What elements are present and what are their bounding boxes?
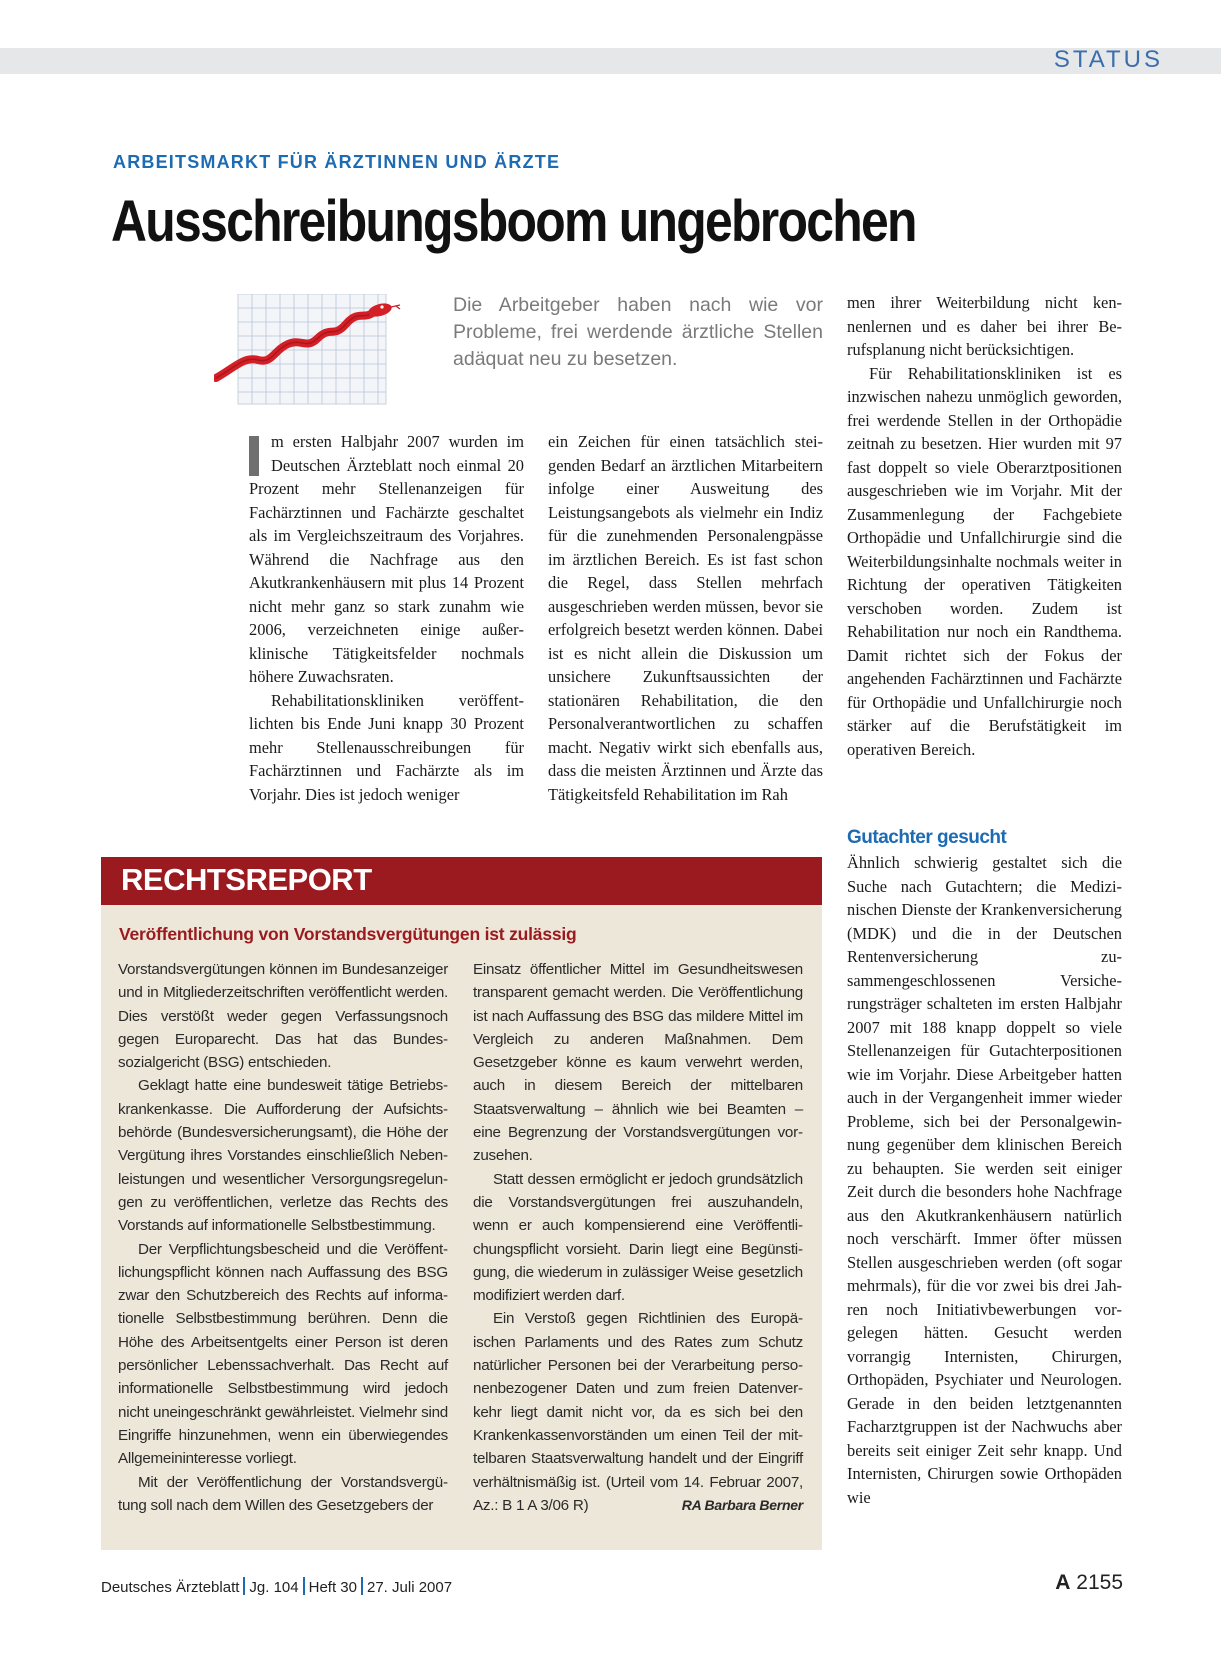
article-paragraph: m ersten Halbjahr 2007 wurden im Deutschen Ärzteblatt noch einmal 20 Prozent mehr Stellenanzeigen für Fachärztinnen und Fachärzte geschaltet als im Vergleichszeitraum des Vorjahres. Während die Nachfrage aus den Akutkrankenhäusern mit plus 14 Prozent nicht mehr ganz so stark zunahm wie 2006, verzeichneten einige außerklinische Tätigkeitsfelder nochmals höhere Zuwachsraten. [249, 432, 524, 686]
footer-journal: Deutsches Ärzteblatt [101, 1579, 240, 1596]
rechtsreport-paragraph: Vorstandsvergütungen können im Bundesanzeiger und in Mitgliederzeitschriften veröffentlicht werden. Dies verstößt weder gegen Verfassungsnoch gegen Europarecht. Das hat das Bundessozialgericht (BSG) entschieden. [118, 961, 448, 1072]
page-number-value: 2155 [1076, 1571, 1123, 1594]
footer-separator [243, 1577, 245, 1595]
rechtsreport-column-2 [473, 958, 803, 1517]
rechtsreport-paragraph: Ein Verstoß gegen Richtlinien des Europäischen Parlaments und des Rates zum Schutz natürlicher Personen bei der Verarbeitung personenbezogener Daten und zum freien Datenverkehr liegt damit nicht vor, da es sich bei den Krankenkassenvorständen um einen Teil der mittelbaren Staatsverwaltung handelt und der Eingriff verhältnismäßig ist. (Urteil vom 14. Februar 2007, Az.: B 1 A 3/06 R) [473, 1310, 803, 1514]
article-headline: Ausschreibungsboom ungebrochen [111, 189, 916, 254]
footer-separator [303, 1577, 305, 1595]
article-paragraph: Rehabilitationskliniken veröffentlichten bis Ende Juni knapp 30 Prozent mehr Stellenausschreibungen für Fachärztinnen und Fachärzte als im Vorjahr. Dies ist jedoch weniger [249, 690, 524, 804]
rising-snake-chart-icon [214, 294, 404, 409]
rechtsreport-paragraph: Statt dessen ermöglicht er jedoch grundsätzlich die Vorstandsvergütungen frei auszuhandeln, wenn er auch kompensierend eine Veröffentlichungspflicht vorsieht. Darin liegt eine Begünstigung, die wiederum in zulässiger Weise gesetzlich modifiziert werden darf. [473, 1170, 803, 1305]
footer-issue: Heft 30 [308, 1579, 357, 1596]
section-bar [0, 48, 1221, 74]
footer-date: 27. Juli 2007 [367, 1579, 453, 1596]
rechtsreport-title: RECHTSREPORT [121, 862, 372, 897]
footer-volume: Jg. 104 [249, 1579, 299, 1596]
article-column-3-continued [847, 851, 1122, 1509]
article-column-1 [249, 430, 524, 806]
footer-citation [101, 1577, 452, 1596]
rechtsreport-paragraph: Geklagt hatte eine bundesweit tätige Betriebskrankenkasse. Die Aufforderung der Aufsichtsbehörde (Bundesversicherungsamt), die Höhe der Vergütung ihres Vorstandes einschließlich Nebenleistungen und wesentlicher Versorgungsregelungen zu veröffentlichen, verletze das Rechts des Vorstands auf informationelle Selbstbestimmung. [118, 1077, 448, 1235]
page-prefix: A [1055, 1571, 1071, 1594]
rechtsreport-author: RA Barbara Berner [681, 1496, 803, 1513]
article-paragraph: Für Rehabilitationskliniken ist es inzwischen nahezu unmöglich geworden, frei werdende Stellen in der Orthopädie zeitnah zu besetzen. Hier wurden mit 97 fast doppelt so viele Oberarztpositionen ausgeschrieben wie im Vorjahr. Mit der Zusammenlegung der Fachgebiete Orthopädie und Unfallchirurgie sind die Weiterbildungsinhalte nochmals weiter in Richtung der operativen Tätigkeiten verschoben worden. Zudem ist Rehabilitation nur noch ein Randthema. Damit richtet sich der Fokus der angehenden Fachärztinnen und Fachärzte für Orthopädie und Unfallchirurgie noch stärker auf die Berufstätigkeit im operativen Bereich. [847, 363, 1122, 759]
rechtsreport-subtitle: Veröffentlichung von Vorstandsvergütungen ist zulässig [119, 924, 577, 944]
page-number [1055, 1571, 1123, 1595]
article-paragraph: Ähnlich schwierig gestaltet sich die Suche nach Gutachtern; die Medizinischen Dienste der Krankenversicherung (MDK) und die in der Deutschen Rentenversicherung zusammengeschlossenen Versicherungsträger schalteten im ersten Halbjahr 2007 mit 188 knapp doppelt so viele Stellenanzeigen für Gutachterpositionen wie im Vorjahr. Diese Arbeitgeber hatten auch in der Vergangenheit immer wieder Probleme, sich bei der Personalgewinnung gegenüber dem klinischen Bereich zu behaupten. Sie werden seit einiger Zeit durch die besonders hohe Nachfrage aus den Akutkrankenhäusern natürlich noch verschärft. Immer öfter müssen Stellen ausgeschrieben werden (oft sogar mehrmals), für die vor zwei bis drei Jahren noch Initiativbewerbungen vorgelegen hätten. Gesucht werden vorrangig Internisten, Chirurgen, Orthopäden, Psychiater und Neurologen. Gerade in den beiden letztgenannten Facharztgruppen ist der Nachwuchs aber bereits seit einiger Zeit sehr knapp. Und Internisten, Chirurgen sowie Orthopäden wie [847, 853, 1122, 1507]
article-lead: Die Arbeitgeber haben nach wie vor Probleme, frei werdende ärztliche Stellen adäquat neu zu besetzen. [453, 294, 823, 370]
rechtsreport-paragraph: Einsatz öffentlicher Mittel im Gesundheitswesen transparent gemacht werden. Die Veröffentlichung ist nach Auffassung des BSG das mildere Mittel im Vergleich zu anderen Maßnahmen. Dem Gesetzgeber könne es kaum verwehrt werden, auch in diesem Bereich der mittelbaren Staatsverwaltung – ähnlich wie bei Beamten – eine Begrenzung der Vorstandsvergütungen vorzusehen. [473, 961, 803, 1165]
rechtsreport-paragraph: Der Verpflichtungsbescheid und die Veröffentlichungspflicht können nach Auffassung des BSG zwar den Schutzbereich des Rechts auf informationelle Selbstbestimmung berühren. Denn die Höhe des Arbeitsentgelts einer Person ist deren persönlicher Lebenssachverhalt. Das Recht auf informationelle Selbstbestimmung wird jedoch nicht uneingeschränkt gewährleistet. Vielmehr sind Eingriffe hinzunehmen, wenn ein überwiegendes Allgemeininteresse vorliegt. [118, 1240, 448, 1468]
rechtsreport-column-1 [118, 958, 448, 1517]
article-column-3 [847, 291, 1122, 761]
article-subheading: Gutachter gesucht [847, 827, 1007, 848]
footer-separator [361, 1577, 363, 1595]
section-label: STATUS [1053, 46, 1163, 73]
drop-cap [249, 436, 259, 476]
rechtsreport-paragraph: Mit der Veröffentlichung der Vorstandsvergütung soll nach dem Willen des Gesetzgebers der [118, 1473, 448, 1514]
article-column-2 [548, 430, 823, 806]
article-paragraph: men ihrer Weiterbildung nicht kennenlernen und es daher bei ihrer Berufsplanung nicht berücksichtigen. [847, 293, 1122, 359]
article-paragraph: ein Zeichen für einen tatsächlich steigenden Bedarf an ärztlichen Mitarbeitern infolge einer Ausweitung des Leistungsangebots als vielmehr ein Indiz für die zunehmenden Personalengpässe im ärztlichen Bereich. Es ist fast schon die Regel, dass Stellen mehrfach ausgeschrieben werden müssen, bevor sie erfolgreich besetzt werden können. Dabei ist es nicht allein die Diskussion um unsichere Zukunftsaussichten der stationären Rehabilitation, die den Personalverantwortlichen zu schaffen macht. Negativ wirkt sich ebenfalls aus, dass die meisten Ärztinnen und Ärzte das Tätigkeitsfeld Rehabilitation im Rah [548, 432, 823, 804]
article-kicker: ARBEITSMARKT FÜR ÄRZTINNEN UND ÄRZTE [113, 152, 561, 172]
